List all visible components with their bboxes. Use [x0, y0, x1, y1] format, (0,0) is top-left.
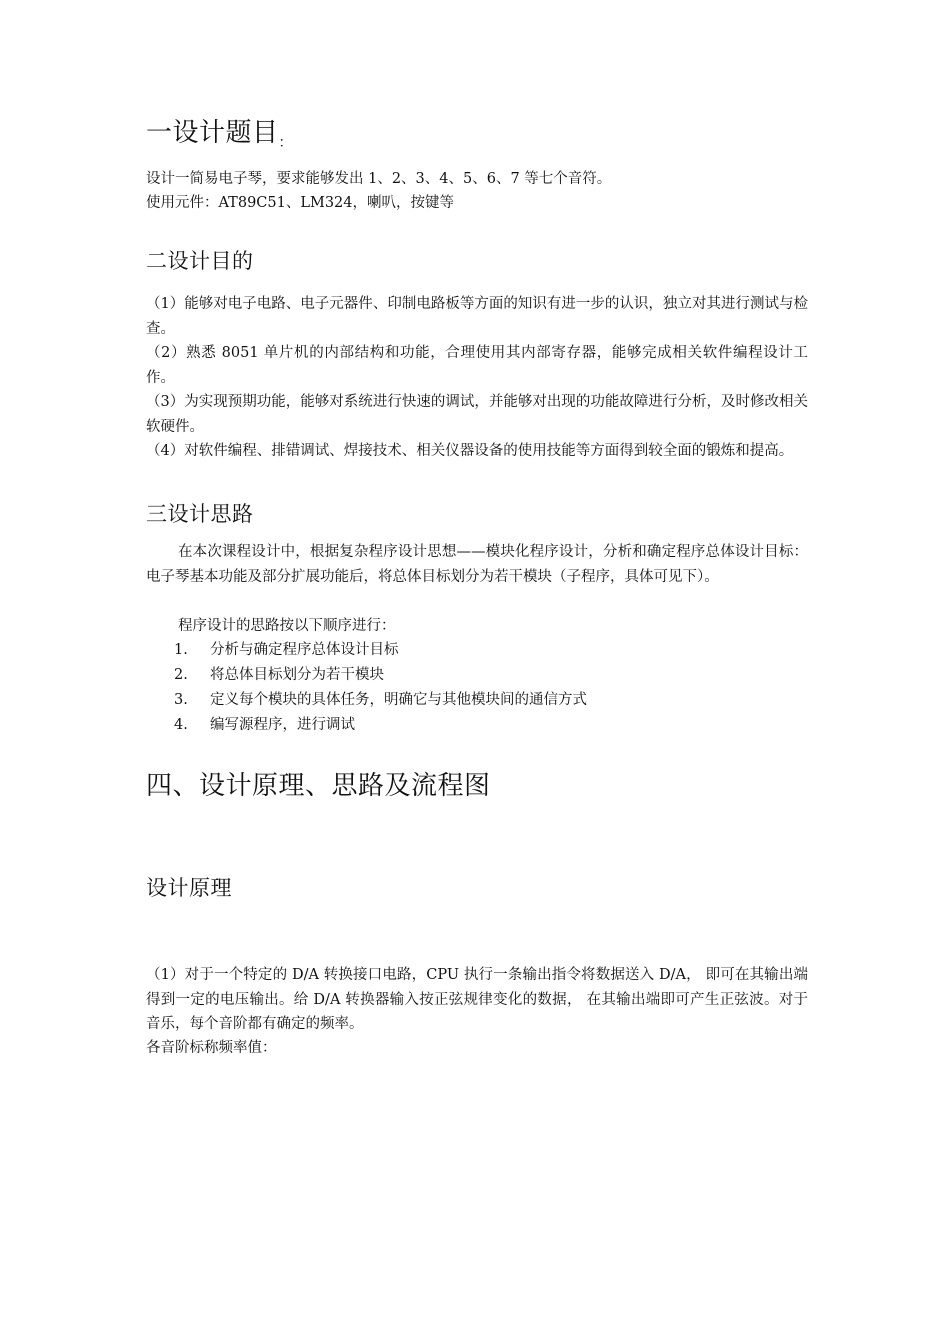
section-3-paragraph: 在本次课程设计中，根据复杂程序设计思想——模块化程序设计，分析和确定程序总体设计目标：电子琴基本功能及部分扩展功能后，将总体目标划分为若干模块（子程序，具体可见下）。 [146, 544, 808, 585]
step-number: 2. [174, 667, 188, 683]
step-item [174, 638, 399, 662]
section-1-line-2: 使用元件：AT89C51、LM324，喇叭，按键等 [146, 195, 454, 211]
step-text: 分析与确定程序总体设计目标 [210, 642, 399, 658]
step-number: 4. [174, 717, 188, 733]
step-item [174, 688, 587, 712]
step-number: 3. [174, 692, 188, 708]
section-2-item-2: （2）熟悉 8051 单片机的内部结构和功能，合理使用其内部寄存器，能够完成相关软件编程设计工作。 [146, 345, 808, 386]
section-4-frequency-label: 各音阶标称频率值： [146, 1040, 277, 1056]
section-3-heading: 三设计思路 [146, 502, 254, 526]
section-1-title: 一设计题目 [146, 118, 279, 148]
step-item [174, 663, 384, 687]
section-1-title-colon: ： [278, 135, 294, 151]
section-2-item-1: （1）能够对电子电路、电子元器件、印制电路板等方面的知识有进一步的认识，独立对其进行测试与检查。 [146, 296, 808, 337]
step-text: 编写源程序，进行调试 [210, 717, 355, 733]
section-1-line-1: 设计一简易电子琴，要求能够发出 1、2、3、4、5、6、7 等七个音符。 [146, 171, 612, 187]
section-2-item-3: （3）为实现预期功能，能够对系统进行快速的调试，并能够对出现的功能故障进行分析，及时修改相关软硬件。 [146, 394, 808, 435]
section-2-heading: 二设计目的 [146, 249, 254, 273]
step-text: 将总体目标划分为若干模块 [210, 667, 384, 683]
section-2-item-4: （4）对软件编程、排错调试、焊接技术、相关仪器设备的使用技能等方面得到较全面的锻炼和提高。 [146, 443, 794, 459]
step-item [174, 713, 355, 737]
step-number: 1. [174, 642, 188, 658]
section-1-heading [146, 112, 293, 152]
section-4-subheading: 设计原理 [146, 876, 232, 900]
section-4-heading: 四、设计原理、思路及流程图 [146, 771, 491, 801]
section-3-intro: 程序设计的思路按以下顺序进行： [178, 618, 396, 634]
section-4-paragraph: （1）对于一个特定的 D/A 转换接口电路，CPU 执行一条输出指令将数据送入 D/A， 即可在其输出端得到一定的电压输出。给 D/A 转换器输入按正弦规律变化的数据， 在其输出端即可产生正弦波。对于音乐，每个音阶都有确定的频率。 [146, 967, 808, 1032]
step-text: 定义每个模块的具体任务，明确它与其他模块间的通信方式 [210, 692, 587, 708]
